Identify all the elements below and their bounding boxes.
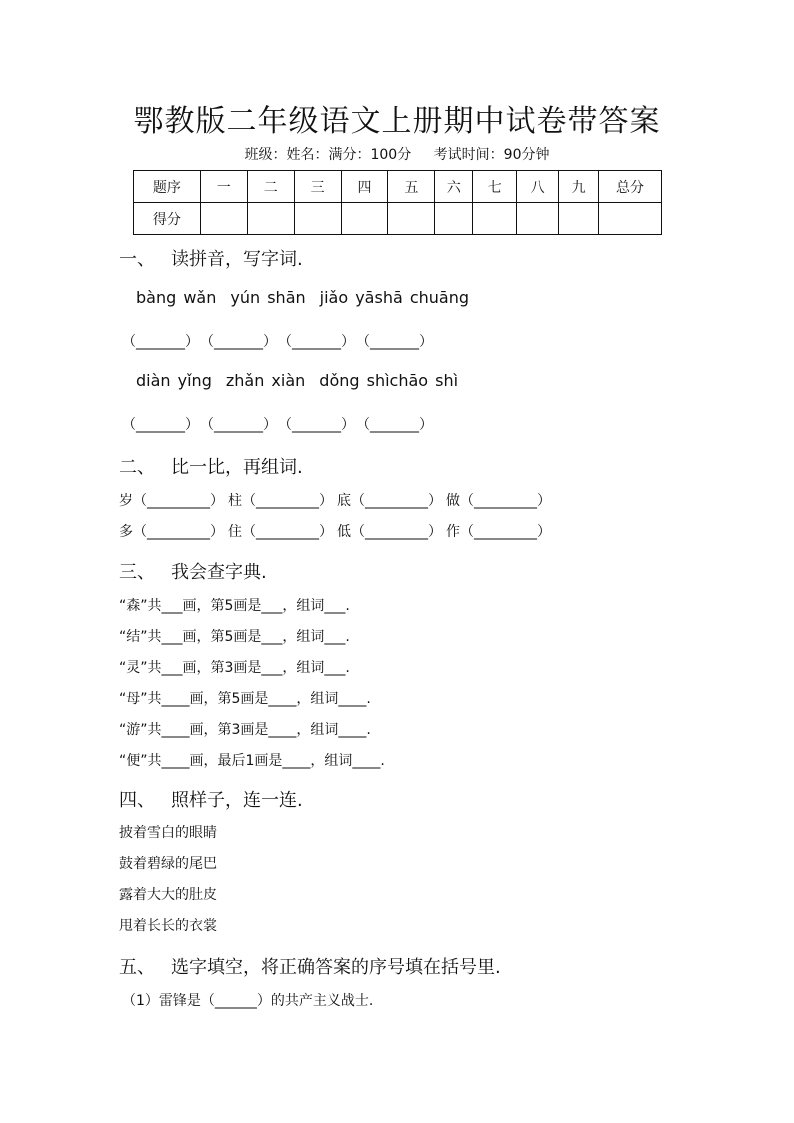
dictionary-line: “灵”共___画，第3画是___，组词___.	[119, 660, 350, 676]
header-cell: 四	[341, 171, 388, 203]
word-item[interactable]: 多（_________）	[119, 524, 224, 540]
dictionary-line: “母”共____画，第5画是____，组词____.	[119, 691, 371, 707]
match-line: 甩着长长的衣裳	[119, 918, 217, 934]
score-cell[interactable]	[200, 203, 247, 235]
score-table-row	[134, 203, 662, 235]
dictionary-line: “便”共____画，最后1画是____，组词____.	[119, 753, 385, 769]
section-title: 选字填空，将正确答案的序号填在括号里.	[171, 957, 501, 978]
section-4-heading	[119, 786, 303, 812]
header-cell: 一	[200, 171, 247, 203]
section-number: 三、	[119, 562, 155, 583]
header-cell: 九	[559, 171, 599, 203]
answer-blank[interactable]: （_______）	[207, 417, 277, 433]
match-line: 露着大大的肚皮	[119, 887, 217, 903]
section-title: 照样子，连一连.	[171, 790, 303, 811]
answer-blank[interactable]: （_______）	[207, 334, 277, 350]
score-cell[interactable]	[599, 203, 662, 235]
word-item[interactable]: 柱（_________）	[228, 493, 333, 509]
section-title: 比一比，再组词.	[171, 457, 303, 478]
pinyin-row-1	[136, 288, 483, 307]
exam-info	[0, 144, 794, 164]
pinyin-item: yún shān	[230, 288, 306, 307]
answer-blanks-row-2	[122, 414, 441, 434]
header-cell: 题序	[134, 171, 201, 203]
page-title: 鄂教版二年级语文上册期中试卷带答案	[133, 104, 661, 139]
section-title: 我会查字典.	[171, 562, 267, 583]
header-cell: 总分	[599, 171, 662, 203]
section-number: 四、	[119, 790, 155, 811]
section-2-heading	[119, 453, 303, 479]
header-cell: 五	[388, 171, 435, 203]
score-cell[interactable]	[517, 203, 559, 235]
word-item[interactable]: 岁（_________）	[119, 493, 224, 509]
section-number: 二、	[119, 457, 155, 478]
word-item[interactable]: 作（_________）	[446, 524, 551, 540]
section-number: 一、	[119, 249, 155, 270]
exam-time: 考试时间：90分钟	[433, 147, 550, 163]
match-line: 披着雪白的眼睛	[119, 825, 217, 841]
pinyin-item: jiǎo yāshā chuāng	[319, 288, 470, 307]
answer-blanks-row-1	[122, 331, 441, 351]
word-item[interactable]: 低（_________）	[337, 524, 442, 540]
header-cell: 六	[435, 171, 473, 203]
score-cell[interactable]	[388, 203, 435, 235]
pinyin-item: diàn yǐng	[136, 371, 212, 390]
match-line: 鼓着碧绿的尾巴	[119, 856, 217, 872]
section-title: 读拼音，写字词.	[171, 249, 303, 270]
answer-blank[interactable]: （_______）	[122, 417, 199, 433]
word-item[interactable]: 住（_________）	[228, 524, 333, 540]
header-cell: 三	[294, 171, 341, 203]
score-cell[interactable]	[473, 203, 517, 235]
section-3-heading	[119, 558, 267, 584]
pinyin-item: bàng wǎn	[136, 288, 217, 307]
section-number: 五、	[119, 957, 155, 978]
header-cell: 八	[517, 171, 559, 203]
dictionary-line: “结”共___画，第5画是___，组词___.	[119, 629, 350, 645]
word-compare-row-1	[119, 490, 555, 510]
score-cell[interactable]	[435, 203, 473, 235]
dictionary-line: “游”共____画，第3画是____，组词____.	[119, 722, 371, 738]
score-cell[interactable]	[559, 203, 599, 235]
answer-blank[interactable]: （_______）	[122, 334, 199, 350]
pinyin-item: dǒng shìchāo shì	[319, 371, 459, 390]
exam-fields: 班级：姓名：满分：100分	[244, 147, 412, 163]
header-cell: 七	[473, 171, 517, 203]
header-cell: 二	[247, 171, 294, 203]
section-5-heading	[119, 953, 501, 979]
answer-blank[interactable]: （_______）	[285, 334, 355, 350]
word-compare-row-2	[119, 521, 555, 541]
fill-question: （1）雷锋是（______）的共产主义战士.	[122, 993, 374, 1009]
score-table-header	[134, 171, 662, 203]
score-table	[133, 170, 662, 235]
answer-blank[interactable]: （_______）	[363, 417, 433, 433]
pinyin-item: zhǎn xiàn	[225, 371, 306, 390]
score-cell[interactable]	[341, 203, 388, 235]
answer-blank[interactable]: （_______）	[363, 334, 433, 350]
section-1-heading	[119, 245, 303, 271]
answer-blank[interactable]: （_______）	[285, 417, 355, 433]
pinyin-row-2	[136, 371, 472, 390]
score-cell[interactable]	[247, 203, 294, 235]
score-cell[interactable]	[294, 203, 341, 235]
dictionary-line: “森”共___画，第5画是___，组词___.	[119, 598, 350, 614]
word-item[interactable]: 做（_________）	[446, 493, 551, 509]
word-item[interactable]: 底（_________）	[337, 493, 442, 509]
row-label: 得分	[134, 203, 201, 235]
